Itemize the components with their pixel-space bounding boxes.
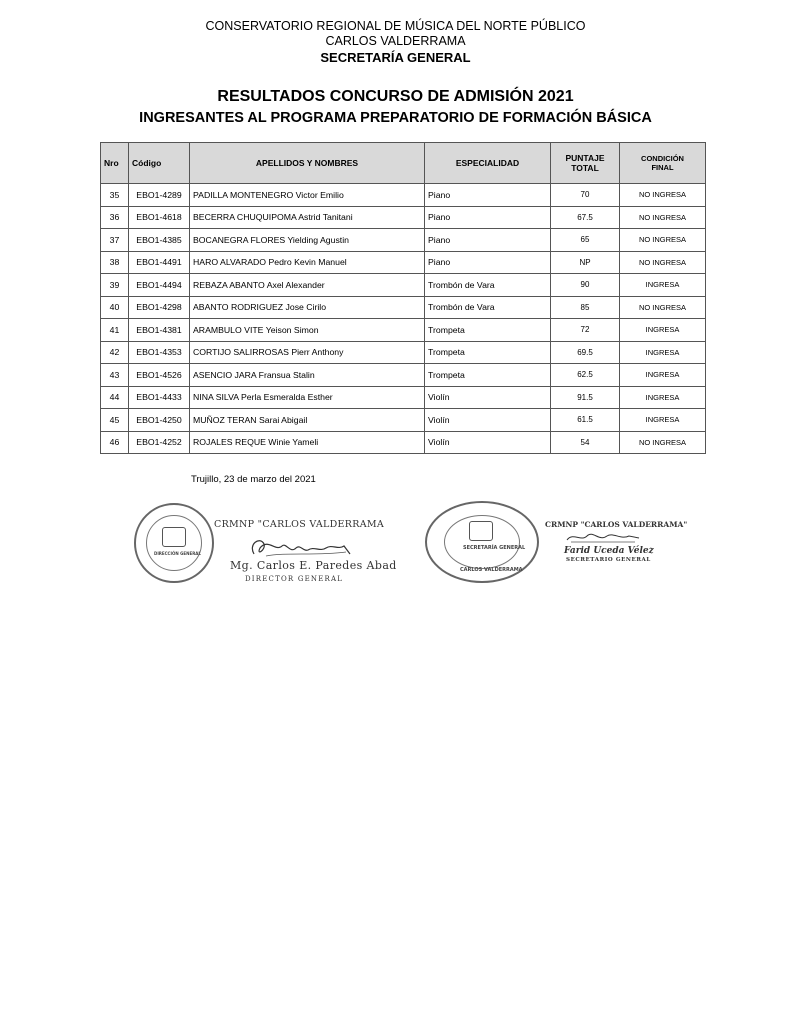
cell-codigo: EBO1-4381 (129, 319, 190, 342)
col-nombres: APELLIDOS Y NOMBRES (190, 143, 425, 184)
cell-especialidad: Violín (425, 386, 551, 409)
cell-puntaje: 72 (551, 319, 620, 342)
secretary-seal-bottom: CARLOS VALDERRAMA (460, 567, 523, 573)
page-subtitle: INGRESANTES AL PROGRAMA PREPARATORIO DE FORMACIÓN BÁSICA (139, 110, 652, 126)
col-especialidad: ESPECIALIDAD (425, 143, 551, 184)
secretary-name: Farid Uceda Vélez (564, 546, 654, 556)
cell-puntaje: 91.5 (551, 386, 620, 409)
cell-especialidad: Trompeta (425, 364, 551, 387)
coat-of-arms-icon (162, 527, 186, 547)
cell-condicion: INGRESA (620, 341, 706, 364)
cell-puntaje: 70 (551, 184, 620, 207)
cell-condicion: INGRESA (620, 409, 706, 432)
cell-puntaje: 54 (551, 431, 620, 454)
col-nro: Nro (101, 143, 129, 184)
cell-puntaje: NP (551, 251, 620, 274)
cell-condicion: NO INGRESA (620, 251, 706, 274)
cell-especialidad: Piano (425, 251, 551, 274)
cell-codigo: EBO1-4353 (129, 341, 190, 364)
secretary-seal (425, 501, 539, 583)
cell-nro: 45 (101, 409, 129, 432)
table-row (101, 206, 706, 229)
cell-nombres: REBAZA ABANTO Axel Alexander (190, 274, 425, 297)
cell-condicion: NO INGRESA (620, 431, 706, 454)
cell-nombres: BOCANEGRA FLORES Yielding Agustin (190, 229, 425, 252)
cell-especialidad: Trombón de Vara (425, 296, 551, 319)
col-puntaje (551, 143, 620, 184)
cell-nro: 35 (101, 184, 129, 207)
cell-codigo: EBO1-4252 (129, 431, 190, 454)
secretary-signature-icon (563, 528, 643, 546)
cell-nro: 37 (101, 229, 129, 252)
cell-puntaje: 65 (551, 229, 620, 252)
col-condicion-line1: CONDICIÓN (641, 154, 684, 163)
cell-especialidad: Piano (425, 229, 551, 252)
coat-of-arms-icon (469, 521, 493, 541)
cell-nro: 44 (101, 386, 129, 409)
cell-puntaje: 69.5 (551, 341, 620, 364)
cell-nombres: BECERRA CHUQUIPOMA Astrid Tanitani (190, 206, 425, 229)
director-name: Mg. Carlos E. Paredes Abad (230, 559, 397, 572)
table-row (101, 296, 706, 319)
cell-especialidad: Trompeta (425, 341, 551, 364)
director-stamp-header: CRMNP "CARLOS VALDERRAMA (214, 519, 385, 530)
cell-codigo: EBO1-4618 (129, 206, 190, 229)
cell-condicion: NO INGRESA (620, 229, 706, 252)
table-row (101, 364, 706, 387)
secretary-seal-label: SECRETARÍA GENERAL (463, 545, 526, 551)
cell-nro: 38 (101, 251, 129, 274)
cell-codigo: EBO1-4298 (129, 296, 190, 319)
secretary-signature-block (423, 499, 688, 589)
cell-nombres: NINA SILVA Perla Esmeralda Esther (190, 386, 425, 409)
cell-nro: 36 (101, 206, 129, 229)
cell-especialidad: Trompeta (425, 319, 551, 342)
cell-nombres: CORTIJO SALIRROSAS Pierr Anthony (190, 341, 425, 364)
cell-condicion: NO INGRESA (620, 184, 706, 207)
cell-nro: 43 (101, 364, 129, 387)
cell-especialidad: Piano (425, 206, 551, 229)
col-codigo: Código (129, 143, 190, 184)
cell-codigo: EBO1-4494 (129, 274, 190, 297)
cell-nombres: ARAMBULO VITE Yeison Simon (190, 319, 425, 342)
table-row (101, 184, 706, 207)
table-row (101, 431, 706, 454)
cell-condicion: INGRESA (620, 319, 706, 342)
institution-name: CONSERVATORIO REGIONAL DE MÚSICA DEL NORTE PÚBLICO (205, 19, 586, 33)
col-puntaje-line1: PUNTAJE (565, 153, 605, 163)
cell-codigo: EBO1-4491 (129, 251, 190, 274)
table-row (101, 386, 706, 409)
cell-codigo: EBO1-4433 (129, 386, 190, 409)
cell-nro: 46 (101, 431, 129, 454)
cell-codigo: EBO1-4385 (129, 229, 190, 252)
cell-nro: 41 (101, 319, 129, 342)
cell-nro: 40 (101, 296, 129, 319)
institution-subname: CARLOS VALDERRAMA (325, 34, 466, 48)
cell-nro: 39 (101, 274, 129, 297)
cell-nombres: MUÑOZ TERAN Sarai Abigail (190, 409, 425, 432)
cell-especialidad: Trombón de Vara (425, 274, 551, 297)
director-seal (134, 503, 214, 583)
cell-codigo: EBO1-4250 (129, 409, 190, 432)
page-title: RESULTADOS CONCURSO DE ADMISIÓN 2021 (217, 88, 574, 105)
director-seal-label: DIRECCIÓN GENERAL (154, 551, 201, 556)
secretary-stamp-header: CRMNP "CARLOS VALDERRAMA" (545, 520, 688, 529)
table-row (101, 341, 706, 364)
table-row (101, 409, 706, 432)
cell-puntaje: 90 (551, 274, 620, 297)
cell-nombres: ABANTO RODRIGUEZ Jose Cirilo (190, 296, 425, 319)
cell-puntaje: 85 (551, 296, 620, 319)
cell-condicion: INGRESA (620, 274, 706, 297)
col-condicion-line2: FINAL (651, 163, 674, 172)
date-line: Trujillo, 23 de marzo del 2021 (191, 474, 316, 485)
results-table (100, 142, 706, 454)
cell-puntaje: 62.5 (551, 364, 620, 387)
cell-puntaje: 67.5 (551, 206, 620, 229)
col-condicion (620, 143, 706, 184)
table-header-row (101, 143, 706, 184)
cell-codigo: EBO1-4289 (129, 184, 190, 207)
cell-nombres: PADILLA MONTENEGRO Victor Emilio (190, 184, 425, 207)
cell-nombres: ASENCIO JARA Fransua Stalin (190, 364, 425, 387)
col-puntaje-line2: TOTAL (571, 163, 599, 173)
cell-codigo: EBO1-4526 (129, 364, 190, 387)
director-signature-block (134, 500, 397, 595)
director-signature-icon (246, 534, 356, 562)
cell-nombres: HARO ALVARADO Pedro Kevin Manuel (190, 251, 425, 274)
table-row (101, 229, 706, 252)
cell-especialidad: Violín (425, 431, 551, 454)
table-row (101, 319, 706, 342)
secretary-role: SECRETARIO GENERAL (566, 557, 651, 563)
cell-especialidad: Piano (425, 184, 551, 207)
cell-nombres: ROJALES REQUE Winie Yameli (190, 431, 425, 454)
cell-puntaje: 61.5 (551, 409, 620, 432)
department-name: SECRETARÍA GENERAL (320, 50, 471, 65)
cell-condicion: NO INGRESA (620, 296, 706, 319)
director-role: DIRECTOR GENERAL (245, 575, 344, 583)
cell-nro: 42 (101, 341, 129, 364)
cell-condicion: INGRESA (620, 386, 706, 409)
cell-especialidad: Violín (425, 409, 551, 432)
cell-condicion: INGRESA (620, 364, 706, 387)
table-row (101, 251, 706, 274)
table-row (101, 274, 706, 297)
cell-condicion: NO INGRESA (620, 206, 706, 229)
